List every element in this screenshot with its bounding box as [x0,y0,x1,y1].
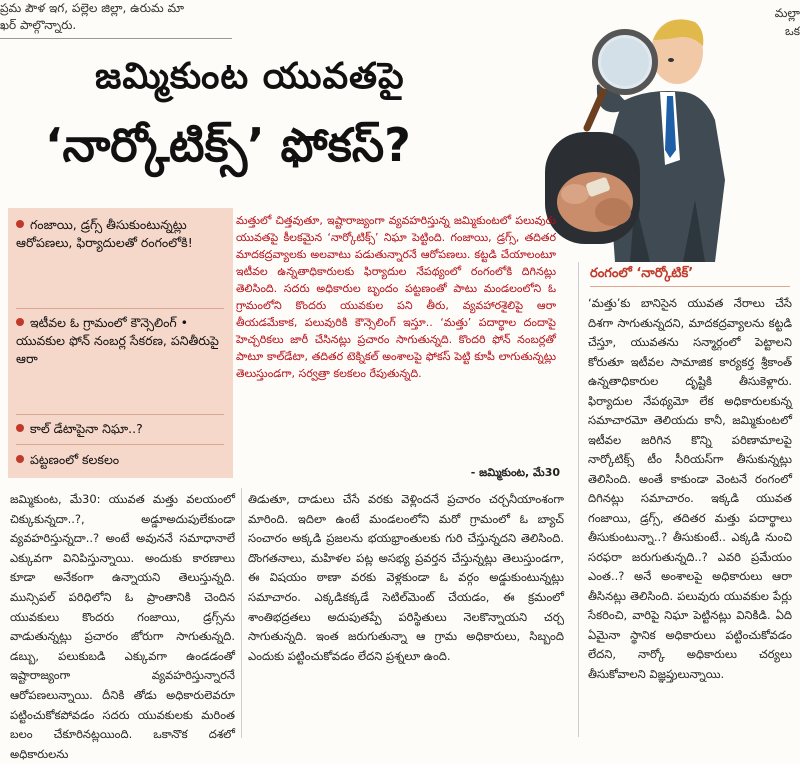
highlight-item [16,216,226,252]
highlight-text: కాల్ డేటాపైనా నిఘా..? [30,421,143,436]
body-text: జమ్మికుంట, మే30: యువత మత్తు వలయంలో చిక్కుకున్నదా..?, అడ్డూఅదుపులేకుండా వ్యవహరిస్తున్నదా..? అంటే అవుననే సమాధానాలే ఎక్కువగా వినిపిస్తున్నాయి. అందుకు కారణాలు కూడా అనేకంగా ఉన్నాయని తెలుస్తున్నది. మున్సిపల్ పరిధిలోని ఓ ప్రాంతానికి చెందిన యువకులు కొందరు గంజాయి, డ్రగ్స్‌ను వాడుతున్నట్లు ప్రచారం జోరుగా సాగుతున్నది. డబ్బు, పలుకుబడి ఎక్కువగా ఉండడంతో ఇష్టారాజ్యంగా వ్యవహరిస్తున్నారనే ఆరోపణలున్నాయి. దీనికి తోడు అధికారులెవరూ పట్టించుకోకపోవడం సదరు యువకులకు మరింత బలం చేకూరినట్లయింది. ఒకానొక దశలో అధికారులను [10,492,235,761]
dateline: - జమ్మికుంట, మే30 [470,466,560,479]
highlight-text: పట్టణంలో కలకలం [30,452,120,467]
intro-paragraph [236,212,556,382]
highlight-text: ఇటీవల ఓ గ్రామంలో కౌన్సెలింగ్ • యువకుల ఫోన్ నంబర్ల సేకరణ, పనితీరుపై ఆరా [16,315,219,366]
snippet-line: మల్లా [774,6,800,20]
highlights-box [8,208,233,478]
side-box-title: రంగంలో ‘నార్కోటిక్’ [590,266,694,281]
highlight-item [16,420,226,438]
column-divider [241,488,242,738]
bullet-icon [16,220,24,228]
headline-line-2: ‘నార్కోటిక్స్’ ఫోకస్? [45,118,411,172]
bullet-icon [16,318,24,326]
previous-article-snippet [0,0,230,38]
body-column-1 [10,490,235,764]
body-text: తిడుతూ, దాడులు చేసే వరకు వెళ్లిందనే ప్రచారం చర్చనీయాంశంగా మారింది. ఇదిలా ఉంటే మండలంలోని మరో గ్రామంలో ఓ బ్యాచ్ సంచారం అక్కడి ప్రజలను భయభ్రాంతులకు గురి చేస్తున్నదని తెలిసింది. దొంగతనాలు, మహిళల పట్ల అసభ్య ప్రవర్తన చేస్తున్నట్లు తెలుస్తుండగా, ఈ విషయం ఠాణా వరకు వెళ్లకుండా ఓ వర్గం అడ్డుకుంటున్నట్లు సమాచారం. ఎక్కడికక్కడే సెటిల్‌మెంట్ చేయడం, ఈ క్రమంలో శాంతిభద్రతలు అదుపుతప్పే పరిస్థితులు నెలకొన్నాయని చర్చ సాగుతున్నది. ఇంత జరుగుతున్నా ఆ గ్రామ అధికారులు, సిబ్బంది ఎందుకు పట్టించుకోవడం లేదని ప్రశ్నలూ ఉంది. [248,492,564,663]
highlight-item [16,451,226,469]
column-divider [578,262,579,737]
divider [16,414,224,415]
highlight-text: గంజాయి, డ్రగ్స్ తీసుకుంటున్నట్లు ఆరోపణలు, ఫిర్యాదులతో రంగంలోకి! [16,217,193,250]
divider [0,38,232,39]
divider [590,286,790,287]
side-box-body [588,294,792,684]
body-column-2 [248,490,564,666]
snippet-line: ఖర్ పాల్గొన్నారు. [0,18,77,32]
divider [16,444,224,445]
highlight-item [16,314,226,368]
intro-text: మత్తులో చిత్తవుతూ, ఇష్టారాజ్యంగా వ్యవహరిస్తున్న జమ్మికుంటలో పలువురు యువతపై కీలకమైన ‘నార్కోటిక్స్’ నిఘా పెట్టింది. గంజాయి, డ్రగ్స్, తదితర మాదకద్రవ్యాలకు అలవాటు పడుతున్నారనే ఆరోపణలు. కట్టడి చేయాలంటూ ఇటీవల ఉన్నతాధికారులకు ఫిర్యాదుల నేపథ్యంలో రంగంలోకి దిగినట్లు తెలిసింది. సదరు అధికారుల బృందం పట్టణంతో పాటు మండలంలోని ఓ గ్రామంలోని కొందరు యువకుల పని తీరు, వ్యవహారశైలిపై ఆరా తీయడమేకాక, పలువురికి కౌన్సెలింగ్ ఇస్తూ.. ‘మత్తు’ పదార్థాల దందాపై హెచ్చరికలు జారీ చేసినట్లు ప్రచారం సాగుతున్నది. కొందరి ఫోన్ నంబర్లతో పాటూ కాల్‌డేటా, తదితర టెక్నికల్ అంశాలపై ఫోకస్ పెట్టి కూపీ లాగుతున్నట్లు తెలుస్తుండగా, సర్వత్రా కలకలం రేపుతున్నది. [236,214,556,380]
bullet-icon [16,424,24,432]
divider [16,308,224,309]
headline-line-1: జమ్మికుంట యువతపై [95,56,405,97]
snippet-line: ఒక [784,24,800,38]
snippet-line: ప్రమ పౌళ ఇగ, పల్లెల జిల్లా, ఉరుమ మా [0,1,185,15]
bullet-icon [16,455,24,463]
side-box-text: ‘మత్తు’కు బానిసైన యువత నేరాలు చేసే దిశగా సాగుతున్నదని, మాదకద్రవ్యాలను కట్టడి చేస్తూ, యువతను సన్మార్గంలో పెట్టాలని కోరుతూ ఇటీవల సామాజిక కార్యకర్త శ్రీకాంత్ ఉన్నతాధికారుల దృష్టికి తీసుకెళ్లారు. ఫిర్యాదుల నేపథ్యమో లేక అధికారులకున్న సమాచారమో తెలియదు కానీ, జమ్మికుంటలో ఇటీవల జరిగిన కొన్ని పరిణామాలపై నార్కోటిక్స్ టీం సీరియస్‌గా తీసుకున్నట్లు తెలిసింది. అంతే కాకుండా వెంటనే రంగంలో దిగినట్లు సమాచారం. ఇక్కడి యువత గంజాయి, డ్రగ్స్, తదితర మత్తు పదార్థాలు తీసుకుంటున్నా..? తీసుకుంటే.. ఎక్కడి నుంచి సరఫరా జరుగుతున్నది..? ఎవరి ప్రమేయం ఎంత..? అనే అంశాలపై అధికారులు ఆరా తీసినట్లు తెలిసింది. పలువురు యువకుల పేర్లు సేకరించి, వారిపై నిఘా పెట్టినట్లు వినికిడి. ఏది ఏమైనా స్థానిక అధికారులు పట్టించుకోవడం లేదని, నార్కో అధికారులు చర్యలు తీసుకోవాలని విజ్ఞప్తులున్నాయి. [588,296,792,681]
